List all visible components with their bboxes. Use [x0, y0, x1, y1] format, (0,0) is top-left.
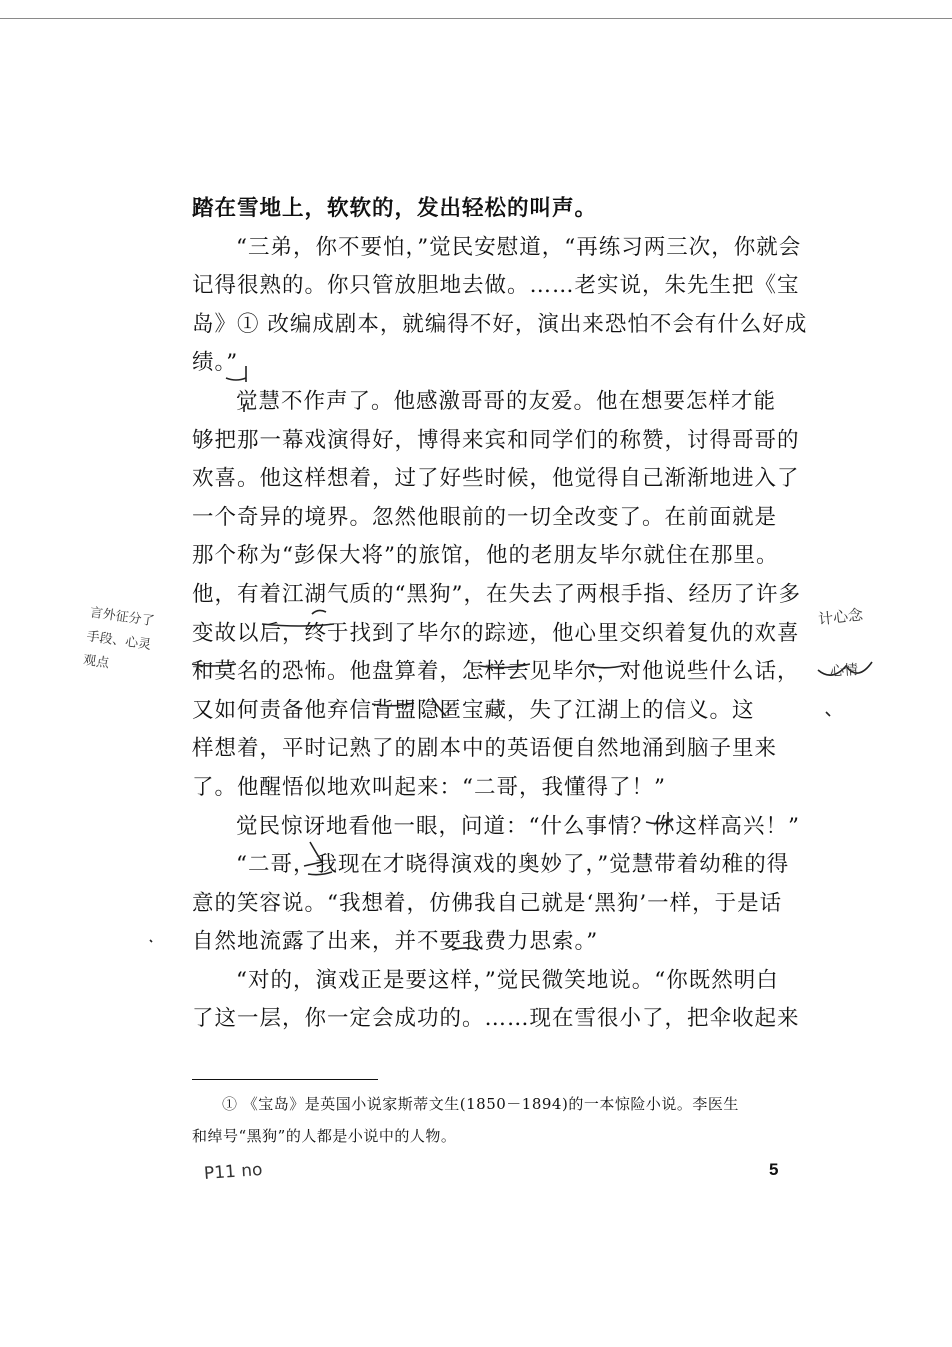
text-line: 了这一层，你一定会成功的。……现在雪很小了，把伞收起来: [192, 1006, 800, 1032]
text-line: 觉民惊讶地看他一眼，问道：“什么事情？你这样高兴！”: [236, 813, 800, 839]
text-line: 一个奇异的境界。忽然他眼前的一切全改变了。在前面就是: [192, 504, 778, 530]
text-line: 够把那一幕戏演得好，博得来宾和同学们的称赞，讨得哥哥的: [192, 427, 800, 453]
handwritten-underline: [226, 378, 246, 380]
handwritten-note-left: 言外征分了 手段、心灵 观点: [82, 605, 156, 672]
handwritten-mark: [452, 948, 478, 950]
handwritten-note-bottom: P11 no: [203, 1159, 264, 1185]
text-line: 岛》① 改编成剧本，就编得不好，演出来恐怕不会有什么好成: [192, 311, 808, 337]
footnote-line: 和绰号“黑狗”的人都是小说中的人物。: [192, 1127, 457, 1145]
handwritten-underline: [192, 664, 236, 666]
text-line: 自然地流露了出来，并不要我费力思索。”: [192, 929, 599, 955]
text-line: 踏在雪地上，软软的，发出轻松的叫声。: [192, 196, 598, 221]
footnote-line: ① 《宝岛》是英国小说家斯蒂文生(1850－1894)的一本惊险小说。李医生: [222, 1095, 739, 1113]
handwritten-dot: [150, 940, 152, 942]
handwritten-underline: [262, 624, 334, 626]
text-line: 和莫名的恐怖。他盘算着，怎样去见毕尔，对他说些什么话，: [192, 659, 800, 685]
text-line: 觉慧不作声了。他感激哥哥的友爱。他在想要怎样才能: [236, 388, 777, 414]
text-line: 又如何责备他弃信背盟隐匿宝藏，失了江湖上的信义。这: [192, 697, 755, 723]
page-number: 5: [769, 1160, 779, 1179]
text-line: “对的，演戏正是要这样，”觉民微笑地说。“你既然明白: [236, 967, 779, 993]
handwritten-mark: [304, 842, 322, 866]
text-line: 那个称为“彭保大将”的旅馆，他的老朋友毕尔就住在那里。: [192, 543, 779, 569]
footnote-rule: [192, 1079, 378, 1080]
handwritten-dot: [826, 712, 830, 716]
text-line: 绩。”: [192, 350, 239, 376]
handwritten-note-right: 计心念: [817, 605, 864, 629]
text-line: 欢喜。他这样想着，过了好些时候，他觉得自己渐渐地进入了: [192, 466, 800, 492]
text-line: 了。他醒悟似地欢叫起来：“二哥，我懂得了！”: [192, 774, 666, 800]
handwritten-underline: [372, 703, 414, 706]
handwritten-mark: [432, 698, 446, 716]
handwritten-underline: [308, 872, 332, 875]
text-line: 意的笑容说。“我想着，仿佛我自己就是‘黑狗’一样，于是话: [192, 890, 783, 916]
handwritten-mark: [312, 610, 326, 614]
text-line: 样想着，平时记熟了的剧本中的英语便自然地涌到脑子里来: [192, 736, 778, 762]
handwritten-note-right-2: 心情: [829, 662, 859, 680]
handwritten-mark: [646, 812, 672, 826]
text-line: 他，有着江湖气质的“黑狗”，在失去了两根手指、经历了许多: [192, 581, 801, 607]
text-line: “二哥，我现在才晓得演戏的奥妙了，”觉慧带着幼稚的得: [236, 852, 790, 878]
footnote: [192, 1088, 812, 1152]
text-line: 记得很熟的。你只管放胆地去做。……老实说，朱先生把《宝: [192, 273, 800, 299]
handwritten-underline: [480, 664, 530, 668]
text-line: 变故以后，终于找到了毕尔的踪迹，他心里交织着复仇的欢喜: [192, 620, 800, 646]
text-line: “三弟，你不要怕，”觉民安慰道，“再练习两三次，你就会: [236, 234, 802, 260]
handwritten-underline: [588, 665, 626, 668]
